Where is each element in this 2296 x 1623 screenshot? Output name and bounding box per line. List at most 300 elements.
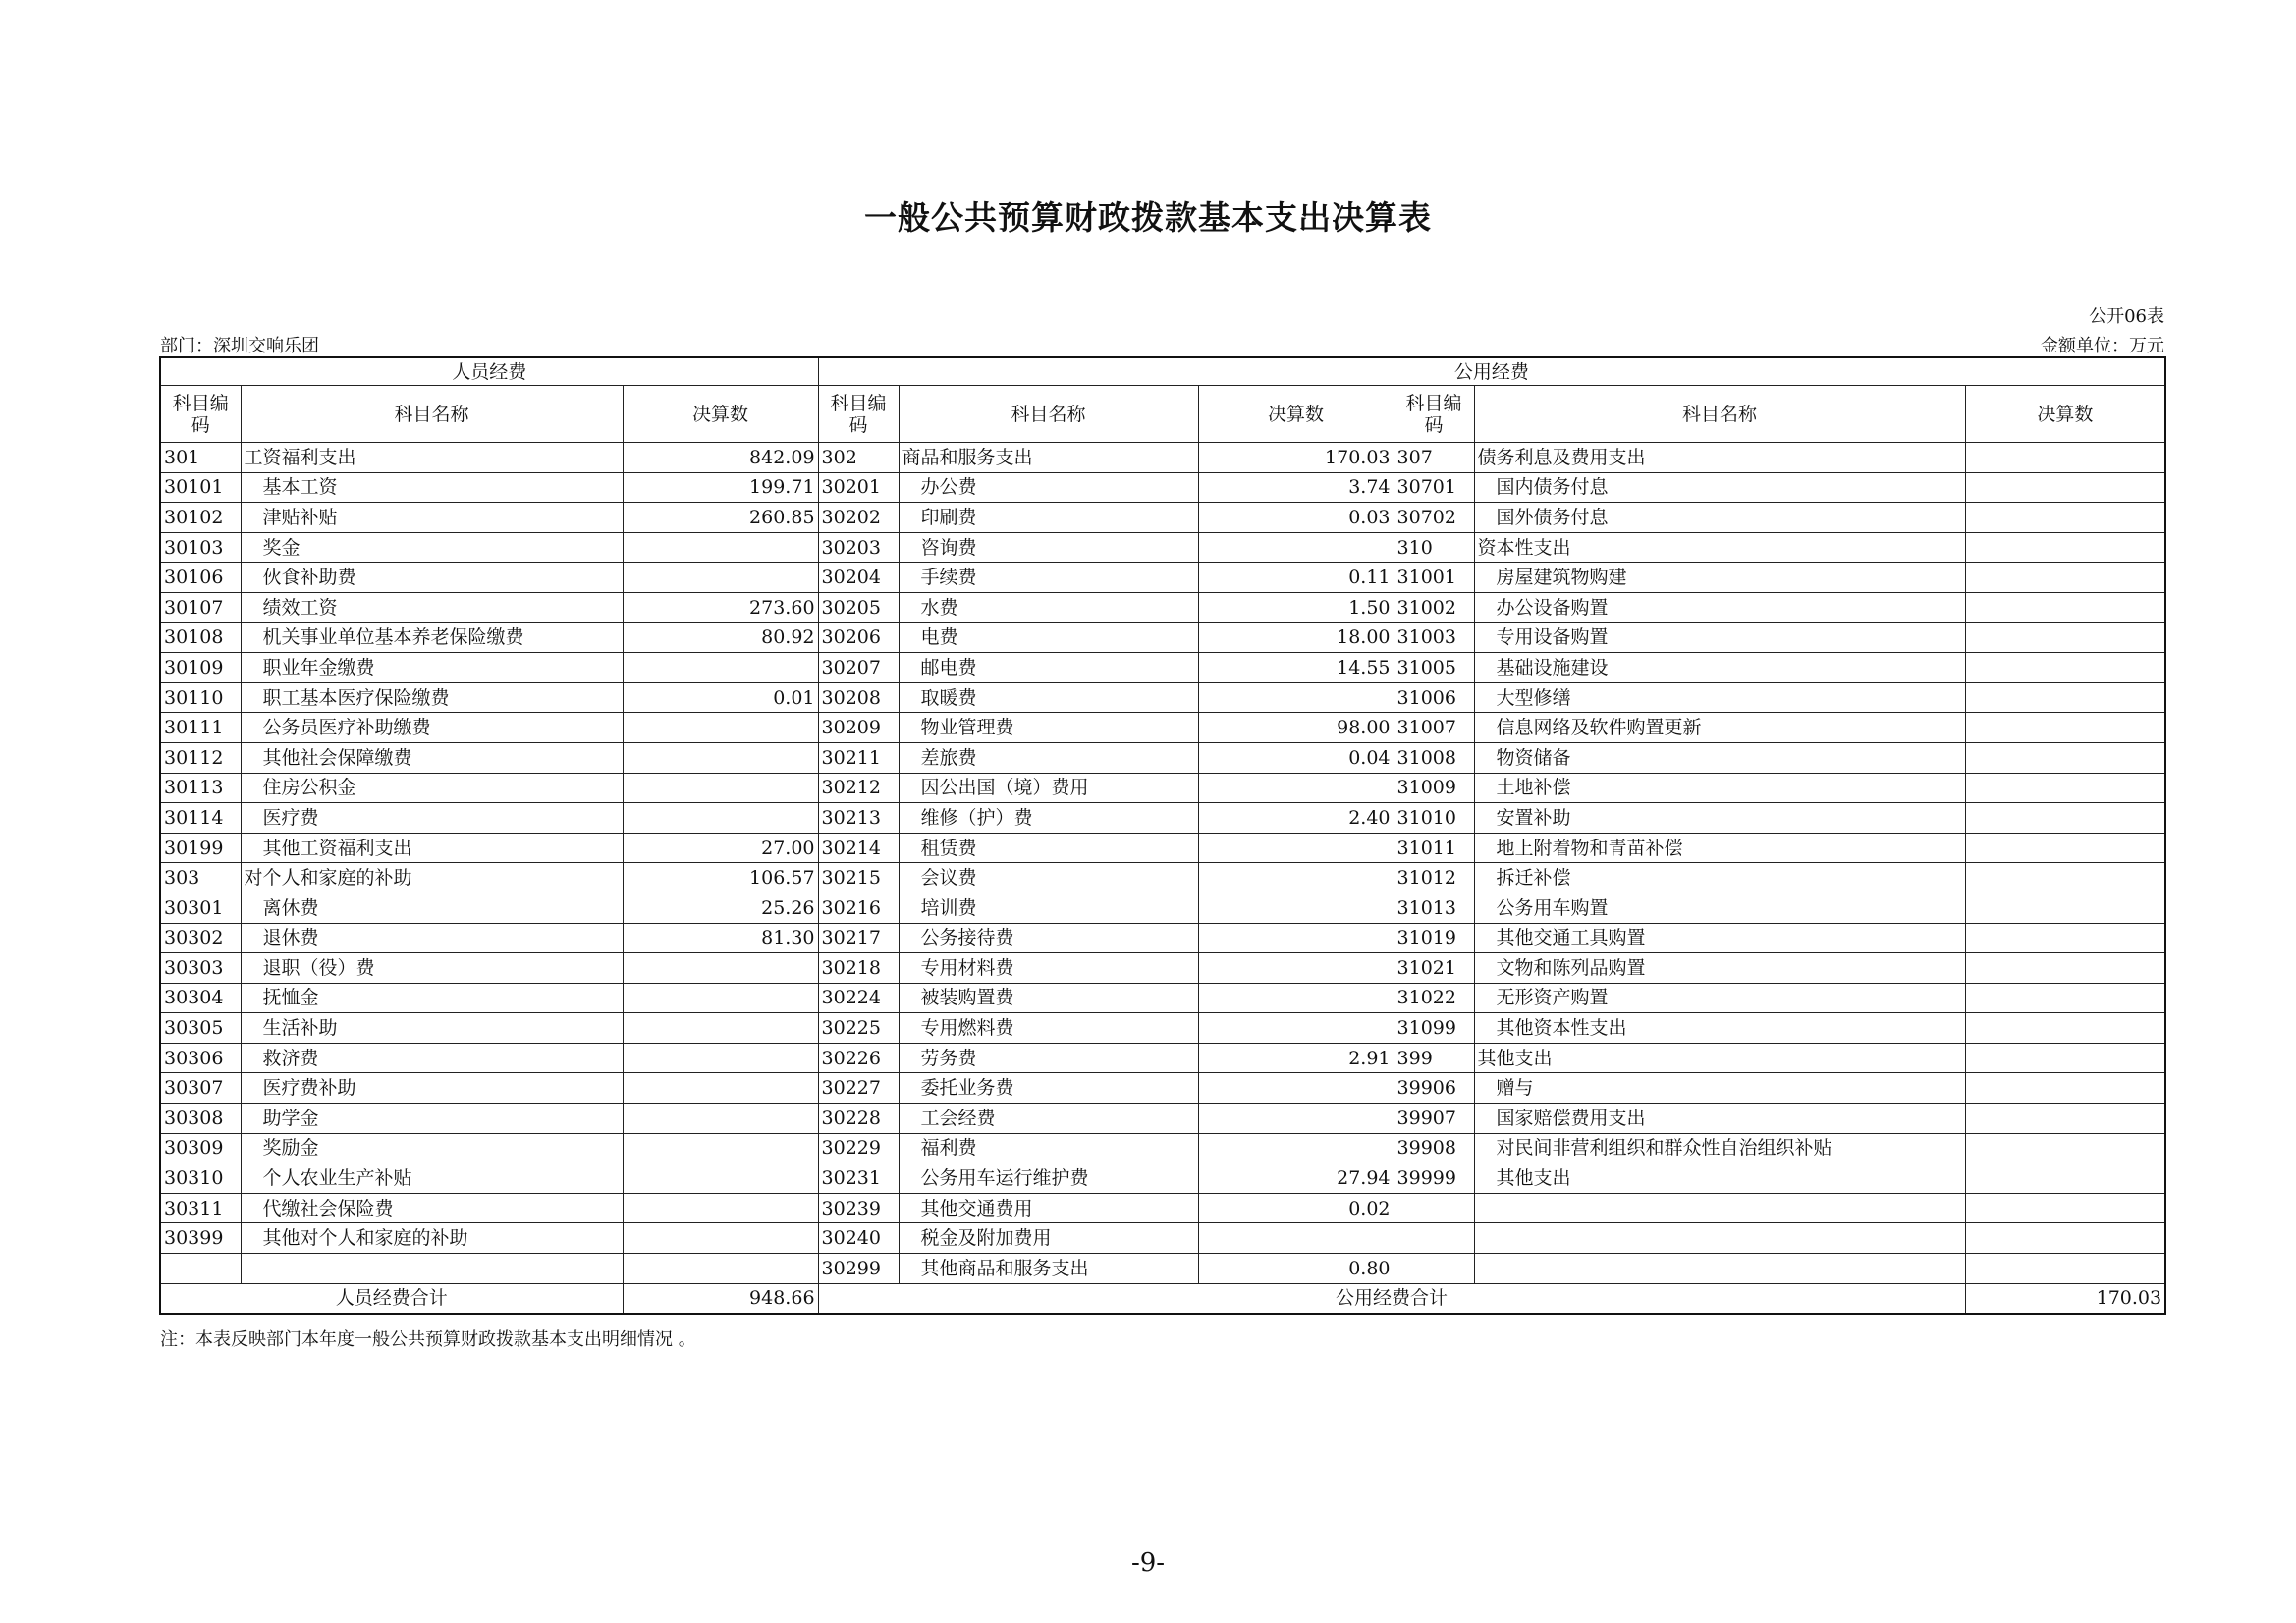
subject-code: 31011	[1394, 833, 1474, 863]
subject-code: 30212	[818, 773, 899, 803]
subject-code: 39999	[1394, 1163, 1474, 1194]
subject-code: 30114	[160, 803, 241, 834]
personnel-total-value: 948.66	[623, 1283, 818, 1314]
subject-code: 30304	[160, 983, 241, 1013]
amount-value	[1965, 622, 2165, 653]
subject-name: 办公费	[899, 472, 1198, 503]
subject-name: 救济费	[241, 1043, 623, 1073]
amount-value	[623, 1223, 818, 1254]
public-total-value: 170.03	[1965, 1283, 2165, 1314]
amount-value	[1198, 532, 1394, 563]
amount-value: 98.00	[1198, 713, 1394, 743]
table-row	[160, 563, 2165, 593]
subject-code: 30113	[160, 773, 241, 803]
amount-value: 27.94	[1198, 1163, 1394, 1194]
name-header: 科目名称	[1474, 386, 1965, 443]
subject-code: 30101	[160, 472, 241, 503]
subject-name: 其他支出	[1474, 1043, 1965, 1073]
amount-value	[1198, 833, 1394, 863]
subject-code: 31009	[1394, 773, 1474, 803]
subject-name: 绩效工资	[241, 592, 623, 622]
subject-name: 文物和陈列品购置	[1474, 953, 1965, 984]
amount-value	[1965, 1104, 2165, 1134]
subject-code	[1394, 1193, 1474, 1223]
name-header: 科目名称	[899, 386, 1198, 443]
subject-name: 其他交通费用	[899, 1193, 1198, 1223]
subject-name: 取暖费	[899, 682, 1198, 713]
subject-code: 30112	[160, 742, 241, 773]
amount-value	[1198, 682, 1394, 713]
group-header-row	[160, 357, 2165, 386]
subject-name: 商品和服务支出	[899, 443, 1198, 473]
subject-code: 303	[160, 863, 241, 893]
table-row	[160, 592, 2165, 622]
amount-value	[1965, 1043, 2165, 1073]
subject-code: 30308	[160, 1104, 241, 1134]
subject-code: 30305	[160, 1013, 241, 1044]
subject-name: 国家赔偿费用支出	[1474, 1104, 1965, 1134]
amount-header: 决算数	[1965, 386, 2165, 443]
amount-value: 14.55	[1198, 653, 1394, 683]
subject-code: 30109	[160, 653, 241, 683]
subject-code: 31013	[1394, 893, 1474, 923]
subject-code: 30199	[160, 833, 241, 863]
amount-value: 260.85	[623, 503, 818, 533]
subject-name: 离休费	[241, 893, 623, 923]
subject-code: 30310	[160, 1163, 241, 1194]
subject-code: 307	[1394, 443, 1474, 473]
table-row	[160, 773, 2165, 803]
amount-value: 0.80	[1198, 1254, 1394, 1284]
amount-value: 0.04	[1198, 742, 1394, 773]
table-row	[160, 472, 2165, 503]
subject-name	[1474, 1223, 1965, 1254]
subject-name: 助学金	[241, 1104, 623, 1134]
subject-name: 维修（护）费	[899, 803, 1198, 834]
amount-value	[1965, 1193, 2165, 1223]
subject-code: 30311	[160, 1193, 241, 1223]
subject-name	[241, 1254, 623, 1284]
subject-code: 31003	[1394, 622, 1474, 653]
subject-name: 退职（役）费	[241, 953, 623, 984]
page-number: -9-	[1130, 1548, 1166, 1578]
amount-value	[1198, 1133, 1394, 1163]
subject-code: 30239	[818, 1193, 899, 1223]
subject-name: 信息网络及软件购置更新	[1474, 713, 1965, 743]
amount-value	[623, 1163, 818, 1194]
subject-code: 39906	[1394, 1073, 1474, 1104]
subject-code: 30228	[818, 1104, 899, 1134]
subject-name	[1474, 1254, 1965, 1284]
amount-value	[1198, 1013, 1394, 1044]
page-title: 一般公共预算财政拨款基本支出决算表	[864, 198, 1432, 237]
amount-value	[623, 742, 818, 773]
subject-code	[160, 1254, 241, 1284]
subject-name: 债务利息及费用支出	[1474, 443, 1965, 473]
subject-code: 30217	[818, 923, 899, 953]
subject-code: 302	[818, 443, 899, 473]
amount-value	[623, 983, 818, 1013]
subject-name: 职工基本医疗保险缴费	[241, 682, 623, 713]
subject-name: 租赁费	[899, 833, 1198, 863]
subject-name: 邮电费	[899, 653, 1198, 683]
table-row	[160, 923, 2165, 953]
table-row	[160, 803, 2165, 834]
amount-value	[1198, 1073, 1394, 1104]
code-header: 科目编 码	[818, 386, 899, 443]
amount-value: 27.00	[623, 833, 818, 863]
amount-value	[1965, 773, 2165, 803]
table-row	[160, 863, 2165, 893]
amount-value: 0.01	[623, 682, 818, 713]
amount-value	[1198, 953, 1394, 984]
subject-name: 委托业务费	[899, 1073, 1198, 1104]
subject-code: 30227	[818, 1073, 899, 1104]
table-row	[160, 1104, 2165, 1134]
subject-name: 税金及附加费用	[899, 1223, 1198, 1254]
subject-code: 31022	[1394, 983, 1474, 1013]
amount-value	[1965, 983, 2165, 1013]
amount-value: 170.03	[1198, 443, 1394, 473]
subject-code: 30203	[818, 532, 899, 563]
amount-value: 273.60	[623, 592, 818, 622]
public-group-header: 公用经费	[818, 357, 2165, 386]
subject-name: 专用设备购置	[1474, 622, 1965, 653]
subject-code: 30205	[818, 592, 899, 622]
table-row	[160, 713, 2165, 743]
subject-name: 劳务费	[899, 1043, 1198, 1073]
subject-name: 公务接待费	[899, 923, 1198, 953]
subject-name: 公务用车购置	[1474, 893, 1965, 923]
subject-name: 对民间非营利组织和群众性自治组织补贴	[1474, 1133, 1965, 1163]
subject-code: 30106	[160, 563, 241, 593]
subject-code: 30225	[818, 1013, 899, 1044]
table-row	[160, 1133, 2165, 1163]
subject-code: 30206	[818, 622, 899, 653]
subject-name: 房屋建筑物购建	[1474, 563, 1965, 593]
amount-value	[1965, 472, 2165, 503]
amount-value	[623, 1254, 818, 1284]
subject-name: 公务员医疗补助缴费	[241, 713, 623, 743]
subject-name: 奖励金	[241, 1133, 623, 1163]
amount-value	[1965, 682, 2165, 713]
subject-name: 拆迁补偿	[1474, 863, 1965, 893]
amount-value	[1965, 713, 2165, 743]
subject-code: 31008	[1394, 742, 1474, 773]
subject-name: 医疗费补助	[241, 1073, 623, 1104]
subject-name: 生活补助	[241, 1013, 623, 1044]
subject-name: 工资福利支出	[241, 443, 623, 473]
amount-value	[1965, 653, 2165, 683]
subject-name: 代缴社会保险费	[241, 1193, 623, 1223]
subject-code: 30303	[160, 953, 241, 984]
subject-code: 30204	[818, 563, 899, 593]
subject-code: 301	[160, 443, 241, 473]
amount-value	[1965, 742, 2165, 773]
amount-value	[1965, 1163, 2165, 1194]
subject-code	[1394, 1254, 1474, 1284]
amount-value: 106.57	[623, 863, 818, 893]
amount-value: 18.00	[1198, 622, 1394, 653]
amount-value: 0.11	[1198, 563, 1394, 593]
subject-code: 31001	[1394, 563, 1474, 593]
subject-name: 国内债务付息	[1474, 472, 1965, 503]
amount-value	[623, 1104, 818, 1134]
amount-value	[1965, 1223, 2165, 1254]
subject-name: 专用材料费	[899, 953, 1198, 984]
subject-code: 30103	[160, 532, 241, 563]
subject-code: 30108	[160, 622, 241, 653]
subject-name: 资本性支出	[1474, 532, 1965, 563]
subject-code: 30309	[160, 1133, 241, 1163]
subject-code: 31005	[1394, 653, 1474, 683]
subject-name: 赠与	[1474, 1073, 1965, 1104]
amount-value	[1965, 893, 2165, 923]
subject-name	[1474, 1193, 1965, 1223]
subject-name: 专用燃料费	[899, 1013, 1198, 1044]
subject-name: 津贴补贴	[241, 503, 623, 533]
personnel-total-label: 人员经费合计	[160, 1283, 623, 1314]
amount-value	[1198, 1223, 1394, 1254]
subject-code: 30107	[160, 592, 241, 622]
table-row	[160, 1223, 2165, 1254]
subject-code	[1394, 1223, 1474, 1254]
subject-name: 奖金	[241, 532, 623, 563]
subject-code: 31002	[1394, 592, 1474, 622]
totals-row	[160, 1283, 2165, 1314]
subject-code: 399	[1394, 1043, 1474, 1073]
subject-name: 其他对个人和家庭的补助	[241, 1223, 623, 1254]
amount-value	[1965, 563, 2165, 593]
amount-value: 2.40	[1198, 803, 1394, 834]
subject-code: 30301	[160, 893, 241, 923]
department-label: 部门：深圳交响乐团	[160, 336, 319, 356]
code-header: 科目编 码	[1394, 386, 1474, 443]
code-header: 科目编 码	[160, 386, 241, 443]
amount-unit-label: 金额单位：万元	[2041, 336, 2164, 356]
table-row	[160, 1073, 2165, 1104]
subject-name: 其他资本性支出	[1474, 1013, 1965, 1044]
subject-name: 基础设施建设	[1474, 653, 1965, 683]
subject-code: 30229	[818, 1133, 899, 1163]
subject-name: 国外债务付息	[1474, 503, 1965, 533]
subject-code: 31012	[1394, 863, 1474, 893]
subject-code: 30224	[818, 983, 899, 1013]
subject-code: 31021	[1394, 953, 1474, 984]
form-number: 公开06表	[2089, 306, 2164, 327]
subject-name: 培训费	[899, 893, 1198, 923]
subject-name: 住房公积金	[241, 773, 623, 803]
column-header-row	[160, 386, 2165, 443]
subject-name: 无形资产购置	[1474, 983, 1965, 1013]
subject-name: 手续费	[899, 563, 1198, 593]
amount-value	[623, 532, 818, 563]
amount-value	[1198, 773, 1394, 803]
amount-value	[1965, 1133, 2165, 1163]
table-row	[160, 742, 2165, 773]
subject-code: 30207	[818, 653, 899, 683]
amount-value	[1965, 503, 2165, 533]
amount-value	[623, 1133, 818, 1163]
expenditure-table	[159, 356, 2166, 1315]
amount-value	[623, 713, 818, 743]
subject-code: 30306	[160, 1043, 241, 1073]
subject-code: 30208	[818, 682, 899, 713]
table-row	[160, 833, 2165, 863]
amount-value	[1198, 1104, 1394, 1134]
subject-code: 30218	[818, 953, 899, 984]
table-row	[160, 1013, 2165, 1044]
table-row	[160, 893, 2165, 923]
subject-code: 30701	[1394, 472, 1474, 503]
amount-value	[623, 953, 818, 984]
subject-code: 30231	[818, 1163, 899, 1194]
amount-value	[623, 803, 818, 834]
name-header: 科目名称	[241, 386, 623, 443]
amount-value: 3.74	[1198, 472, 1394, 503]
subject-name: 被装购置费	[899, 983, 1198, 1013]
subject-name: 职业年金缴费	[241, 653, 623, 683]
subject-name: 其他商品和服务支出	[899, 1254, 1198, 1284]
amount-value	[1965, 833, 2165, 863]
amount-value	[1965, 1073, 2165, 1104]
amount-value: 1.50	[1198, 592, 1394, 622]
subject-name: 医疗费	[241, 803, 623, 834]
subject-name: 其他社会保障缴费	[241, 742, 623, 773]
table-row	[160, 1043, 2165, 1073]
subject-name: 其他工资福利支出	[241, 833, 623, 863]
amount-header: 决算数	[1198, 386, 1394, 443]
subject-name: 差旅费	[899, 742, 1198, 773]
table-row	[160, 653, 2165, 683]
subject-code: 30240	[818, 1223, 899, 1254]
amount-value	[1965, 803, 2165, 834]
subject-code: 39908	[1394, 1133, 1474, 1163]
subject-name: 对个人和家庭的补助	[241, 863, 623, 893]
table-row	[160, 983, 2165, 1013]
table-note: 注：本表反映部门本年度一般公共预算财政拨款基本支出明细情况 。	[160, 1329, 696, 1350]
amount-value	[1965, 1013, 2165, 1044]
amount-value: 80.92	[623, 622, 818, 653]
subject-code: 31006	[1394, 682, 1474, 713]
amount-value	[623, 563, 818, 593]
table-row	[160, 1193, 2165, 1223]
amount-value	[1965, 592, 2165, 622]
subject-code: 30399	[160, 1223, 241, 1254]
subject-name: 会议费	[899, 863, 1198, 893]
subject-name: 工会经费	[899, 1104, 1198, 1134]
subject-name: 水费	[899, 592, 1198, 622]
amount-value: 2.91	[1198, 1043, 1394, 1073]
subject-code: 31099	[1394, 1013, 1474, 1044]
subject-name: 物资储备	[1474, 742, 1965, 773]
subject-name: 印刷费	[899, 503, 1198, 533]
subject-name: 咨询费	[899, 532, 1198, 563]
subject-name: 福利费	[899, 1133, 1198, 1163]
subject-name: 办公设备购置	[1474, 592, 1965, 622]
amount-value	[1965, 953, 2165, 984]
amount-value	[623, 653, 818, 683]
amount-value	[1198, 863, 1394, 893]
subject-name: 退休费	[241, 923, 623, 953]
subject-name: 大型修缮	[1474, 682, 1965, 713]
subject-code: 310	[1394, 532, 1474, 563]
amount-value	[1965, 863, 2165, 893]
subject-code: 30111	[160, 713, 241, 743]
amount-value: 81.30	[623, 923, 818, 953]
subject-code: 30202	[818, 503, 899, 533]
personnel-group-header: 人员经费	[160, 357, 818, 386]
subject-name: 机关事业单位基本养老保险缴费	[241, 622, 623, 653]
table-row	[160, 1163, 2165, 1194]
subject-name: 物业管理费	[899, 713, 1198, 743]
subject-name: 抚恤金	[241, 983, 623, 1013]
subject-name: 安置补助	[1474, 803, 1965, 834]
amount-value: 0.03	[1198, 503, 1394, 533]
subject-code: 30702	[1394, 503, 1474, 533]
subject-name: 地上附着物和青苗补偿	[1474, 833, 1965, 863]
subject-code: 31007	[1394, 713, 1474, 743]
subject-code: 30201	[818, 472, 899, 503]
public-total-label: 公用经费合计	[818, 1283, 1965, 1314]
amount-value: 0.02	[1198, 1193, 1394, 1223]
amount-value	[623, 1013, 818, 1044]
subject-name: 个人农业生产补贴	[241, 1163, 623, 1194]
subject-name: 基本工资	[241, 472, 623, 503]
table-row	[160, 443, 2165, 473]
subject-code: 30214	[818, 833, 899, 863]
table-row	[160, 953, 2165, 984]
amount-value	[1965, 923, 2165, 953]
subject-name: 公务用车运行维护费	[899, 1163, 1198, 1194]
subject-code: 30299	[818, 1254, 899, 1284]
amount-value	[1965, 1254, 2165, 1284]
subject-code: 30307	[160, 1073, 241, 1104]
amount-value	[1198, 893, 1394, 923]
amount-value	[623, 1193, 818, 1223]
table-row	[160, 532, 2165, 563]
subject-code: 30209	[818, 713, 899, 743]
subject-code: 30211	[818, 742, 899, 773]
amount-value: 842.09	[623, 443, 818, 473]
subject-code: 39907	[1394, 1104, 1474, 1134]
table-row	[160, 503, 2165, 533]
table-row	[160, 622, 2165, 653]
amount-header: 决算数	[623, 386, 818, 443]
subject-code: 31019	[1394, 923, 1474, 953]
amount-value	[623, 1043, 818, 1073]
subject-name: 伙食补助费	[241, 563, 623, 593]
subject-code: 30102	[160, 503, 241, 533]
amount-value	[1965, 532, 2165, 563]
table-row	[160, 1254, 2165, 1284]
amount-value	[623, 1073, 818, 1104]
subject-code: 30215	[818, 863, 899, 893]
subject-code: 31010	[1394, 803, 1474, 834]
amount-value	[1965, 443, 2165, 473]
table-row	[160, 682, 2165, 713]
amount-value	[1198, 983, 1394, 1013]
subject-name: 土地补偿	[1474, 773, 1965, 803]
subject-name: 电费	[899, 622, 1198, 653]
subject-code: 30216	[818, 893, 899, 923]
subject-code: 30302	[160, 923, 241, 953]
subject-name: 其他交通工具购置	[1474, 923, 1965, 953]
subject-code: 30110	[160, 682, 241, 713]
amount-value	[623, 773, 818, 803]
subject-code: 30226	[818, 1043, 899, 1073]
subject-code: 30213	[818, 803, 899, 834]
